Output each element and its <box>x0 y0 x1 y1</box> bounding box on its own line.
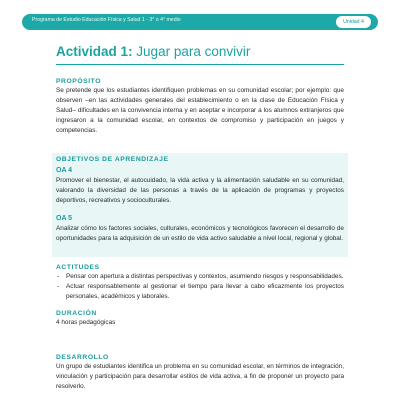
oa5-text: Analizar cómo los factores sociales, culturales, económicos y tecnológicos favorecen el desarrollo de oportunidades para la adquisición de un estilo de vida activo saludable a nivel local, regional y global. <box>56 225 344 242</box>
title-divider <box>56 64 344 65</box>
actitudes-section <box>56 264 344 302</box>
duracion-heading: DURACIÓN <box>56 310 97 317</box>
header-bar <box>22 14 378 30</box>
desarrollo-section <box>56 354 344 392</box>
unit-badge: Unidad 4 <box>336 16 371 28</box>
bullet-dash: - <box>57 283 60 290</box>
oa4-text: Promover el bienestar, el autocuidado, la vida activa y la alimentación saludable en su comunidad, valorando la diversidad de las personas a través de la aplicación de programas y proyectos deportivos, recreativos y socioculturales. <box>56 177 344 204</box>
page-title <box>56 44 250 59</box>
proposito-text: Se pretende que los estudiantes identifiquen problemas en su comunidad escolar; por ejemplo: que observen –en las actividades generales del establecimiento o en la clase de Educación Física y Salud– dificultades en la convivencia interna y en aceptar e incorporar a los alumnos extranjeros que ingresaron a la comunidad escolar, en contextos de compromiso y participación en juegos y competencias. <box>56 87 344 134</box>
duracion-section <box>56 310 344 328</box>
actitud-text: Actuar responsablemente al gestionar el tiempo para llevar a cabo eficazmente los proyectos personales, académicos y laborales. <box>66 283 344 300</box>
actitudes-list <box>56 272 344 302</box>
desarrollo-text: Un grupo de estudiantes identifica un problema en su comunidad escolar, en términos de integración, vinculación y participación para desarrollar estilos de vida activa, a fin de proponer un proyecto para resolverlo. <box>56 363 344 390</box>
oa4-code: OA 4 <box>56 167 73 174</box>
activity-label: Actividad 1: <box>56 44 133 59</box>
objectives-heading: OBJETIVOS DE APRENDIZAJE <box>56 156 169 163</box>
objectives-box <box>52 153 348 257</box>
list-item <box>56 272 344 282</box>
oa5-code: OA 5 <box>56 215 73 222</box>
activity-title: Jugar para convivir <box>136 44 251 59</box>
proposito-heading: PROPÓSITO <box>56 78 102 85</box>
duracion-text: 4 horas pedagógicas <box>56 319 116 326</box>
actitud-text: Pensar con apertura a distintas perspectivas y contextos, asumiendo riesgos y responsabilidades. <box>66 273 344 280</box>
actitudes-heading: ACTITUDES <box>56 264 100 271</box>
desarrollo-heading: DESARROLLO <box>56 354 109 361</box>
breadcrumb: Programa de Estudio Educación Física y Salud 1 - 3° o 4° medio <box>32 17 181 23</box>
proposito-section <box>56 78 344 136</box>
bullet-dash: - <box>57 273 60 280</box>
list-item <box>56 282 344 302</box>
